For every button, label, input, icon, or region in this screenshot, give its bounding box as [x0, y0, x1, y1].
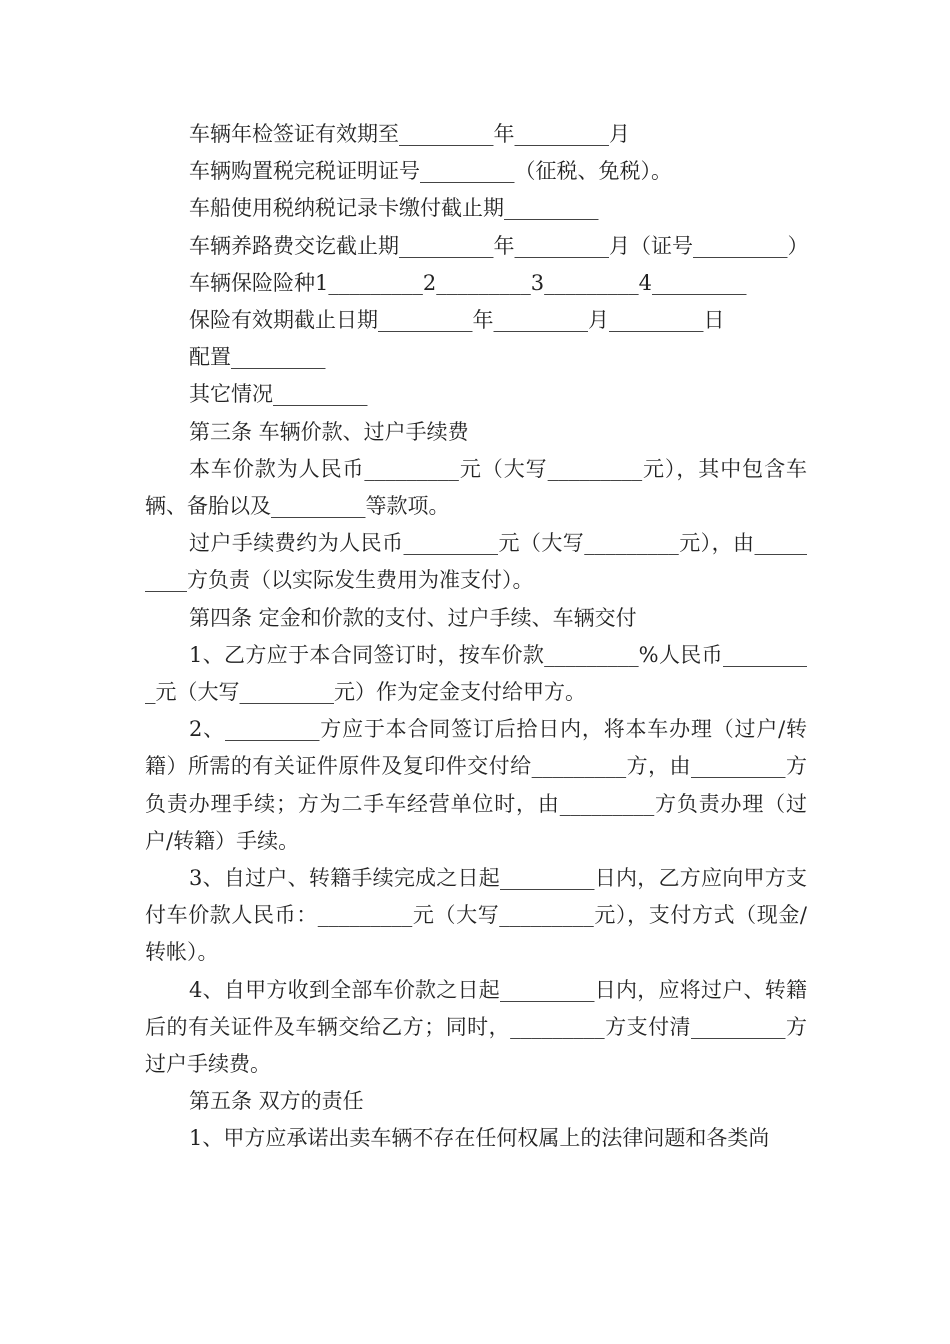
- paragraph-inspection-validity: 车辆年检签证有效期至_________年_________月: [189, 122, 630, 146]
- article-5-heading: 第五条 双方的责任: [189, 1089, 364, 1114]
- paragraph-other-info: 其它情况_________: [189, 382, 368, 407]
- paragraph-transfer-fee: 过户手续费约为人民币_________元（大写_________元），由_________方负责（以实际发生费用为准支付）。: [145, 531, 807, 593]
- paragraph-insurance-expiry: 保险有效期截止日期_________年_________月_________日: [189, 308, 725, 333]
- clause-4-4: 4、自甲方收到全部车价款之日起_________日内，应将过户、转籍后的有关证件及车辆交给乙方；同时，_________方支付清_________方过户手续费。: [145, 977, 807, 1077]
- paragraph-vehicle-price: 本车价款为人民币_________元（大写_________元），其中包含车辆、备胎以及_________等款项。: [145, 456, 807, 519]
- clause-4-2: 2、_________方应于本合同签订后拾日内，将本车办理（过户/转籍）所需的有关证件原件及复印件交付给_________方，由_________方负责办理手续；方为二手车经营单位时，由_________方负责办理（过户/转籍）手续。: [145, 717, 807, 853]
- article-4-heading: 第四条 定金和价款的支付、过户手续、车辆交付: [189, 605, 637, 630]
- paragraph-vessel-tax: 车船使用税纳税记录卡缴付截止期_________: [189, 196, 599, 221]
- article-3-heading: 第三条 车辆价款、过户手续费: [189, 419, 469, 444]
- contract-body: [145, 116, 807, 1158]
- clause-4-1: 1、乙方应于本合同签订时，按车价款_________%人民币_________元（大写_________元）作为定金支付给甲方。: [145, 642, 807, 705]
- paragraph-purchase-tax: 车辆购置税完税证明证号_________（征税、免税）。: [189, 159, 672, 184]
- clause-4-3: 3、自过户、转籍手续完成之日起_________日内，乙方应向甲方支付车价款人民币：_________元（大写_________元），支付方式（现金/转帐）。: [145, 866, 807, 965]
- paragraph-road-maintenance-fee: 车辆养路费交讫截止期_________年_________月（证号_________）: [189, 233, 809, 258]
- paragraph-configuration: 配置_________: [189, 345, 326, 370]
- clause-5-1: 1、甲方应承诺出卖车辆不存在任何权属上的法律问题和各类尚: [189, 1126, 770, 1151]
- paragraph-insurance-types: 车辆保险险种1_________2_________3_________4_________: [189, 270, 747, 295]
